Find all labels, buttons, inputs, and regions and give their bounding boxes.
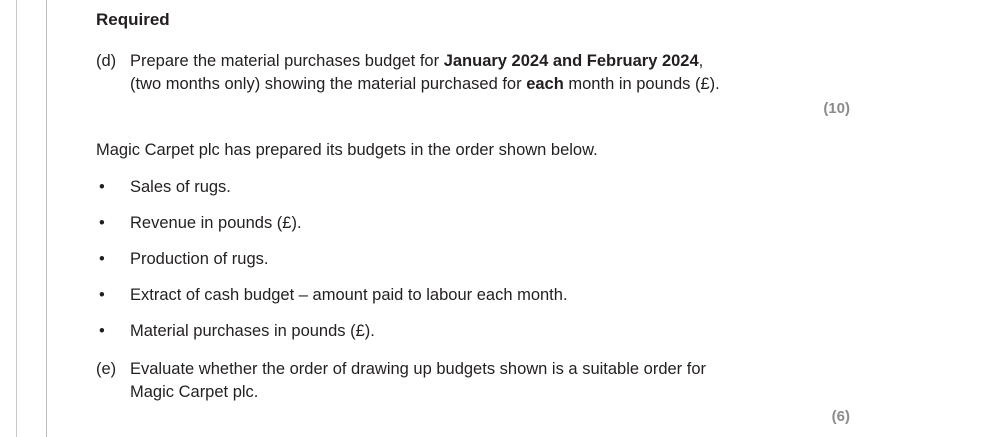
budget-order-list [96,176,886,343]
bullet-icon: • [99,178,105,196]
question-d-line2-part1: (two months only) showing the material purchased for [130,75,527,93]
question-d-line1-bold: January 2024 and February 2024 [443,52,699,70]
question-e-text [130,358,886,404]
list-item [96,212,886,235]
page-edge-rule-inner [46,0,47,437]
list-item [96,320,886,343]
question-d [96,50,886,96]
question-d-label: (d) [96,52,117,70]
question-e-label: (e) [96,360,117,378]
list-item [96,248,886,271]
list-item-label: Production of rugs. [130,250,269,268]
question-d-text [130,50,886,96]
bullet-icon: • [99,250,105,268]
list-item-label: Extract of cash budget – amount paid to labour each month. [130,286,568,304]
question-d-marks: (10) [823,100,850,117]
bullet-icon: • [99,286,105,304]
list-item-label: Revenue in pounds (£). [130,214,302,232]
page-edge-rule-outer [16,0,17,437]
question-d-line1-part3: , [698,52,704,70]
question-e-line1: Evaluate whether the order of drawing up budgets shown is a suitable order for [130,360,707,378]
required-heading: Required [96,10,170,29]
list-item-label: Material purchases in pounds (£). [130,322,375,340]
list-item [96,176,886,199]
question-d-line1-part1: Prepare the material purchases budget for [130,52,444,70]
question-e-marks: (6) [831,408,850,425]
question-d-line2-part3: month in pounds (£). [563,75,720,93]
list-item-label: Sales of rugs. [130,178,231,196]
document-content [96,0,886,425]
bullet-icon: • [99,322,105,340]
question-d-line2-bold: each [526,75,564,93]
question-e-line2: Magic Carpet plc. [130,383,259,401]
intro-paragraph: Magic Carpet plc has prepared its budgets in the order shown below. [96,141,598,159]
bullet-icon: • [99,214,105,232]
list-item [96,284,886,307]
question-e [96,358,886,404]
